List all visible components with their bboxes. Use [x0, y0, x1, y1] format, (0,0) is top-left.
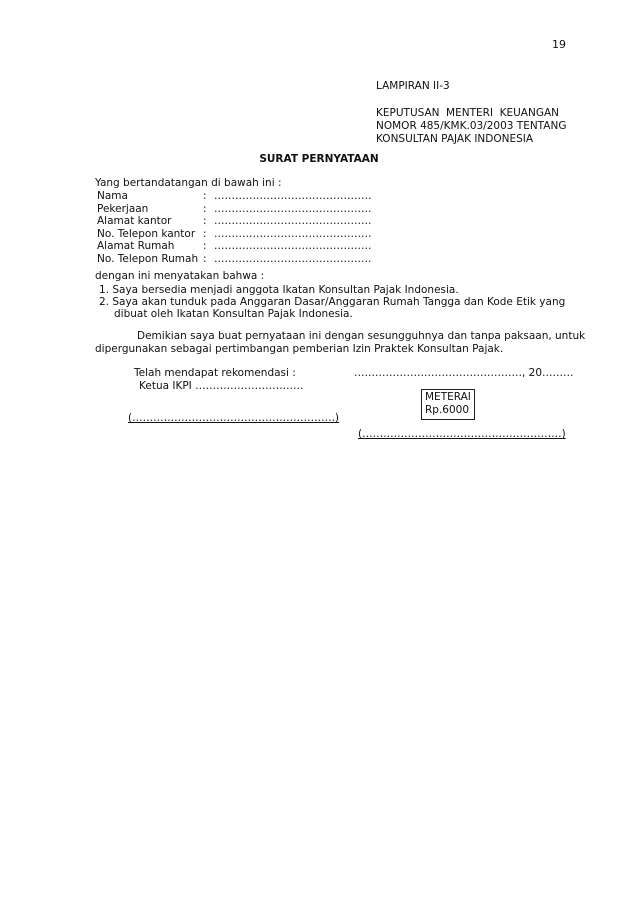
field-row-telepon-kantor: [97, 228, 372, 241]
page-number: 19: [552, 38, 566, 51]
field-blank: ………………………………………: [214, 227, 372, 240]
keputusan-reference: [376, 107, 567, 146]
field-label: Pekerjaan: [97, 202, 149, 215]
field-colon: :: [203, 215, 207, 228]
field-blank: ………………………………………: [214, 215, 372, 228]
field-colon: :: [203, 227, 207, 240]
field-blank: ………………………………………: [214, 240, 372, 253]
closing-paragraph-line-2: dipergunakan sebagai pertimbangan pemberian Izin Praktek Konsultan Pajak.: [95, 343, 504, 355]
field-colon: :: [203, 252, 207, 265]
meterai-amount: Rp.6000: [425, 404, 470, 416]
place-date-line: …………………………………………, 20………: [354, 367, 574, 379]
recommendation-label: Telah mendapat rekomendasi :: [134, 367, 296, 379]
keputusan-line-1: KEPUTUSAN MENTERI KEUANGAN: [376, 107, 559, 119]
statement-item-1: 1. Saya bersedia menjadi anggota Ikatan Konsultan Pajak Indonesia.: [99, 284, 459, 296]
keputusan-line-3: KONSULTAN PAJAK INDONESIA: [376, 133, 534, 145]
keputusan-line-2: NOMOR 485/KMK.03/2003 TENTANG: [376, 120, 567, 132]
field-blank: ………………………………………: [214, 190, 372, 202]
field-row-alamat-kantor: [97, 215, 372, 228]
field-row-nama: [97, 190, 372, 203]
identity-fields: [97, 190, 372, 266]
field-row-telepon-rumah: [97, 253, 372, 266]
signature-line-right: (…………………………………………………): [358, 428, 566, 440]
field-blank: ………………………………………: [214, 252, 372, 265]
document-title: SURAT PERNYATAAN: [259, 153, 379, 165]
signature-line-left: (………………………………………………….): [128, 412, 340, 424]
field-label: No. Telepon kantor: [97, 227, 196, 240]
statement-intro: dengan ini menyatakan bahwa :: [95, 270, 265, 282]
closing-paragraph-line-1: Demikian saya buat pernyataan ini dengan sesungguhnya dan tanpa paksaan, untuk: [137, 330, 586, 342]
lampiran-label: LAMPIRAN II-3: [376, 80, 450, 92]
intro-text: Yang bertandatangan di bawah ini :: [95, 177, 282, 189]
meterai-label: METERAI: [425, 391, 471, 403]
field-label: No. Telepon Rumah: [97, 252, 199, 265]
field-colon: :: [203, 190, 207, 202]
ketua-ikpi-label: Ketua IKPI ……………………….…: [139, 380, 304, 392]
field-row-pekerjaan: [97, 203, 372, 216]
field-row-alamat-rumah: [97, 240, 372, 253]
field-colon: :: [203, 240, 207, 253]
meterai-stamp-box: [421, 389, 475, 420]
statement-item-2: 2. Saya akan tunduk pada Anggaran Dasar/Anggaran Rumah Tangga dan Kode Etik yang: [99, 296, 566, 308]
field-label: Alamat Rumah: [97, 240, 175, 253]
field-label: Nama: [97, 190, 128, 202]
field-colon: :: [203, 202, 207, 215]
field-blank: ………………………………………: [214, 202, 372, 215]
statement-item-2-continued: dibuat oleh Ikatan Konsultan Pajak Indonesia.: [114, 308, 353, 320]
field-label: Alamat kantor: [97, 215, 172, 228]
